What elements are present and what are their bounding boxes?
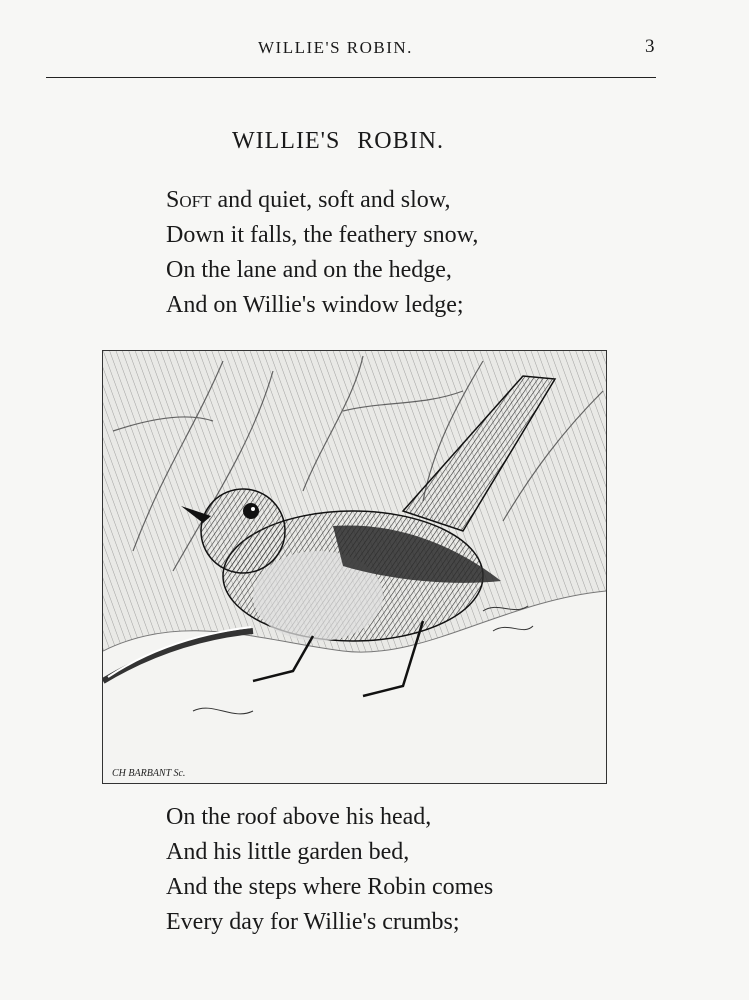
stanza-1-line-3: On the lane and on the hedge, (166, 257, 452, 283)
poem-title: WILLIE'S ROBIN. (232, 128, 444, 154)
engraver-signature: CH BARBANT Sc. (112, 768, 186, 779)
robin-illustration (102, 350, 607, 784)
stanza-2-line-3: And the steps where Robin comes (166, 874, 494, 900)
page-number: 3 (645, 36, 655, 57)
first-line-rest: and quiet, soft and slow, (211, 187, 451, 213)
stanza-1-line-4: And on Willie's window ledge; (166, 292, 464, 318)
stanza-2-line-2: And his little garden bed, (166, 839, 410, 865)
header-rule (46, 77, 656, 78)
running-head: WILLIE'S ROBIN. (258, 38, 413, 57)
robin-engraving-image (103, 351, 606, 783)
stanza-2 (166, 800, 493, 940)
stanza-2-line-1: On the roof above his head, (166, 804, 432, 830)
stanza-2-line-4: Every day for Willie's crumbs; (166, 909, 460, 935)
stanza-1-line-2: Down it falls, the feathery snow, (166, 222, 479, 248)
drop-word: Soft (166, 187, 212, 213)
stanza-1 (166, 183, 478, 323)
stanza-1-line-1 (166, 183, 478, 218)
